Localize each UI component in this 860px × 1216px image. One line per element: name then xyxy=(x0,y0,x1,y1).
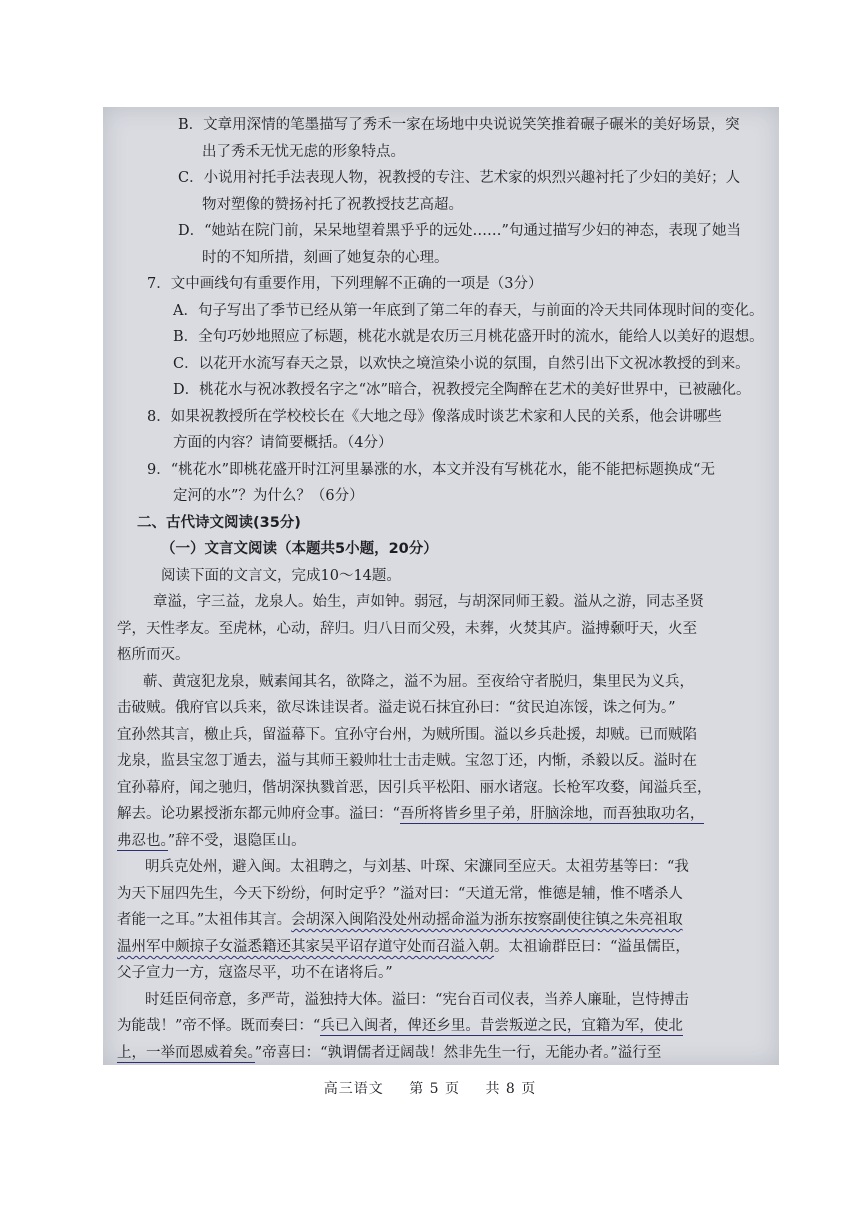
option-7c: C．以花开水流写春天之景，以欢快之境渲染小说的氛围，自然引出下文祝冰教授的到来。 xyxy=(173,356,750,372)
passage-line xyxy=(117,1044,661,1062)
passage-line: 章溢，字三益，龙泉人。始生，声如钟。弱冠，与胡深同师王毅。溢从之游，同志圣贤 xyxy=(153,594,704,610)
footer-page-number: 第 5 页 xyxy=(409,1081,460,1097)
page-footer xyxy=(0,1078,860,1098)
passage-line xyxy=(117,911,683,929)
reading-instruction: 阅读下面的文言文，完成10～14题。 xyxy=(161,568,401,584)
passage-text: ”辞不受，退隐匡山。 xyxy=(167,833,306,849)
subsection-heading: （一）文言文阅读（本题共5小题，20分） xyxy=(161,541,438,557)
option-7d: D．桃花水与祝冰教授名字之“冰”暗合，祝教授完全陶醉在艺术的美好世界中，已被融化。 xyxy=(173,382,751,398)
passage-line: 时廷臣伺帝意，多严苛，溢独持大体。溢曰：“宪台百司仪表，当养人廉耻，岂恃搏击 xyxy=(145,992,689,1008)
passage-line: 蕲、黄寇犯龙泉，贼素闻其名，欲降之，溢不为屈。至夜给守者脱归，集里民为义兵， xyxy=(143,674,694,690)
option-7a: A．句子写出了季节已经从第一年底到了第二年的春天，与前面的冷天共同体现时间的变化。 xyxy=(173,303,764,319)
question-9-line2: 定河的水”？为什么？（6分） xyxy=(173,488,364,504)
passage-line: 宜孙然其言，檄止兵，留溢幕下。宜孙守台州，为贼所围。溢以乡兵赴援，却贼。已而贼陷 xyxy=(117,727,697,743)
passage-line xyxy=(117,805,704,823)
question-8-line1: 8．如果祝教授所在学校校长在《大地之母》像落成时谈艺术家和人民的关系，他会讲哪些 xyxy=(147,409,722,425)
wavy-underlined-sentence: 会胡深入闽陷没处州动摇命溢为浙东按察副使往镇之朱亮祖取 xyxy=(291,912,683,928)
underlined-sentence-a: 吾所将皆乡里子弟，肝脑涂地，而吾独取功名， xyxy=(399,806,705,822)
passage-line: 学，天性孝友。至虎林，心动，辞归。归八日而父殁，未葬，火焚其庐。溢搏颡吁天，火至 xyxy=(117,621,697,637)
passage-line: 父子宣力一方，寇盗尽平，功不在诸将后。” xyxy=(117,965,393,981)
option-6d-line2: 时的不知所措，刻画了她复杂的心理。 xyxy=(202,250,449,266)
footer-subject: 高三语文 xyxy=(323,1081,384,1097)
passage-line: 为天下屈四先生，今天下纷纷，何时定乎？”溢对曰：“天道无常，惟德是辅，惟不嗜杀人 xyxy=(117,886,683,902)
passage-text: ”帝喜曰：“孰谓儒者迂阔哉！然非先生一行，无能办者。”溢行至 xyxy=(254,1045,662,1061)
passage-line: 柩所而灭。 xyxy=(117,647,190,663)
option-6d-line1: D．“她站在院门前，呆呆地望着黑乎乎的远处……”句通过描写少妇的神态，表现了她当 xyxy=(178,223,741,239)
section-heading: 二、古代诗文阅读(35分) xyxy=(137,515,301,531)
passage-line: 龙泉，监县宝忽丁遁去，溢与其师王毅帅壮士击走贼。宝忽丁还，内惭，杀毅以反。溢时在 xyxy=(117,753,697,769)
wavy-underlined-sentence-end: 温州军中颇掠子女溢悉籍还其家吴平诏存道守处而召溢入朝 xyxy=(117,939,494,955)
passage-text: 为能哉！”帝不怿。既而奏曰：“ xyxy=(117,1018,321,1034)
underlined-sentence-a-end: 弗忍也。 xyxy=(117,833,168,849)
passage-text: 。太祖谕群臣曰：“溢虽儒臣， xyxy=(494,939,690,955)
exam-page xyxy=(103,107,779,1065)
option-6c-line2: 物对塑像的赞扬衬托了祝教授技艺高超。 xyxy=(202,197,463,213)
passage-line xyxy=(117,832,306,850)
underlined-sentence-b: 兵已入闽者，俾还乡里。昔尝叛逆之民，宜籍为军，使北 xyxy=(320,1018,683,1034)
question-9-line1: 9．“桃花水”即桃花盛开时江河里暴涨的水，本文并没有写桃花水，能不能把标题换成“无 xyxy=(147,462,715,478)
option-7b: B．全句巧妙地照应了标题，桃花水就是农历三月桃花盛开时的流水，能给人以美好的遐想。 xyxy=(173,329,764,345)
option-6c-line1: C．小说用衬托手法表现人物，祝教授的专注、艺术家的炽烈兴趣衬托了少妇的美好；人 xyxy=(178,170,741,186)
underlined-sentence-b-end: 上，一举而恩威着矣。 xyxy=(117,1045,255,1061)
passage-text: 者能一之耳。”太祖伟其言。 xyxy=(117,912,292,928)
passage-text: 解去。论功累授浙东都元帅府佥事。溢曰：“ xyxy=(117,806,400,822)
passage-line xyxy=(117,1017,683,1035)
option-6b-line1: B．文章用深情的笔墨描写了秀禾一家在场地中央说说笑笑推着碾子碾米的美好场景，突 xyxy=(178,117,740,133)
footer-total-pages: 共 8 页 xyxy=(485,1081,537,1097)
passage-line: 明兵克处州，避入闽。太祖聘之，与刘基、叶琛、宋濂同至应天。太祖劳基等曰：“我 xyxy=(145,859,689,875)
passage-line: 宜孙幕府，闻之驰归，偕胡深执戮首恶，因引兵平松阳、丽水诸寇。长枪军攻婺，闻溢兵至， xyxy=(117,780,712,796)
question-7: 7．文中画线句有重要作用，下列理解不正确的一项是（3分） xyxy=(147,276,543,292)
option-6b-line2: 出了秀禾无忧无虑的形象特点。 xyxy=(202,144,405,160)
passage-line xyxy=(117,938,690,956)
passage-line: 击破贼。俄府官以兵来，欲尽诛诖误者。溢走说石抹宜孙曰：“贫民迫冻馁，诛之何为。” xyxy=(117,700,676,716)
question-8-line2: 方面的内容？请简要概括。（4分） xyxy=(173,435,393,451)
